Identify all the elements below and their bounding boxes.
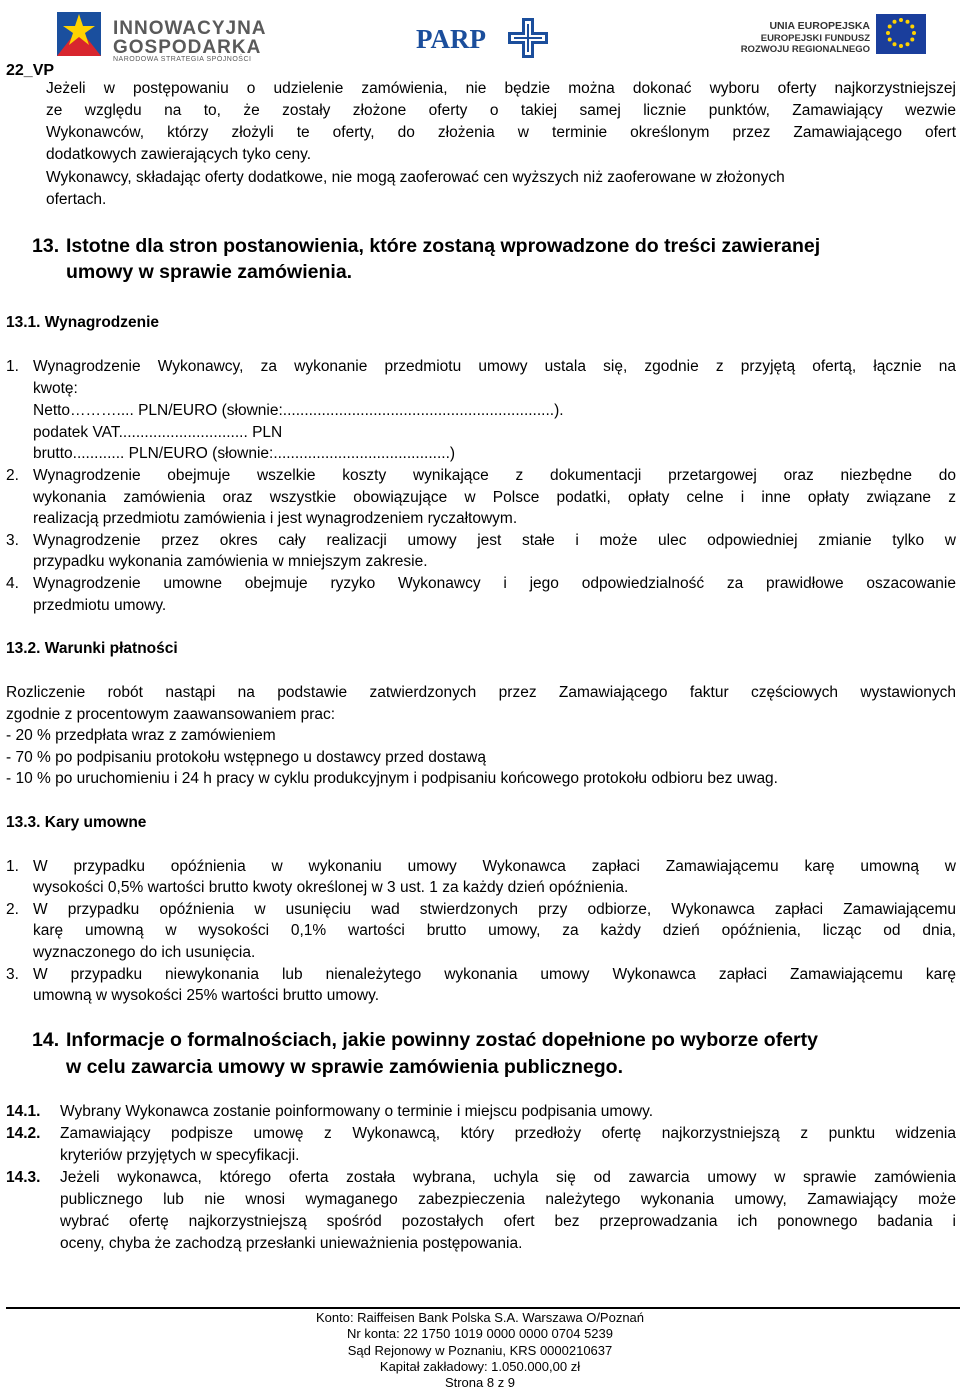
item-13-3-2-number: 2. (6, 901, 19, 918)
item-14-2-line1: Zamawiający podpisze umowę z Wykonawcą, który przedłoży ofertę najkorzystniejszą z punktu widzenia (60, 1125, 956, 1142)
intro-p1-line4: dodatkowych zawierających tyko ceny. (46, 146, 312, 163)
parp-text: PARP (416, 24, 486, 54)
item-14-2-number: 14.2. (6, 1125, 41, 1142)
item-14-3-line3: wybrać ofertę najkorzystniejszą spośród pozostałych ofert bez przeprowadzania ich ponownego badania i (60, 1213, 956, 1230)
intro-p1-line3: Wykonawców, którzy złożyli te oferty, do złożenia w terminie określonym przez Zamawiającego ofert (46, 124, 956, 141)
section-13-title-line1: Istotne dla stron postanowienia, które zostaną wprowadzone do treści zawieranej (66, 235, 821, 257)
section-14-number: 14. (32, 1029, 60, 1051)
intro-p2-line2: ofertach. (46, 191, 107, 208)
item-13-1-3-line2: przypadku wykonania zamówienia w mniejszym zakresie. (33, 553, 428, 570)
item-13-1-2-line3: realizacją przedmiotu zamówienia i jest wynagrodzeniem ryczałtowym. (33, 510, 518, 527)
item-13-3-2-line1: W przypadku opóźnienia w usunięciu wad stwierdzonych przy odbiorze, Wykonawca zapłaci Zamawiającemu (33, 901, 956, 918)
subsection-13-3-title: 13.3. Kary umowne (6, 814, 147, 831)
subsection-13-1-title: 13.1. Wynagrodzenie (6, 314, 160, 331)
item-13-3-2-line2: karę umowną w wysokości 0,1% wartości brutto umowy, za każdy dzień opóźnienia, licząc od dnia, (33, 922, 956, 939)
ig-line2: GOSPODARKA (113, 37, 262, 58)
item-13-1-4-number: 4. (6, 575, 19, 592)
intro-p2-line1: Wykonawcy, składając oferty dodatkowe, nie mogą zaoferować cen wyższych niż zaoferowane w złożonych (46, 169, 785, 186)
item-13-1-1-number: 1. (6, 358, 19, 375)
ue-line1: UNIA EUROPEJSKA (769, 20, 870, 32)
item-13-1-4-line1: Wynagrodzenie umowne obejmuje ryzyko Wykonawcy i jego odpowiedzialność za prawidłowe oszacowanie (33, 575, 956, 592)
item-13-3-3-line2: umowną w wysokości 25% wartości brutto umowy. (33, 987, 380, 1004)
payment-line2: zgodnie z procentowym zaawansowaniem prac: (6, 706, 336, 723)
item-14-3-number: 14.3. (6, 1169, 41, 1186)
item-14-1-number: 14.1. (6, 1103, 41, 1120)
item-13-3-1-number: 1. (6, 858, 19, 875)
item-13-3-2-line3: wyznaczonego do ich usunięcia. (33, 944, 256, 961)
footer-capital: Kapitał zakładowy: 1.050.000,00 zł (379, 1359, 581, 1374)
item-13-1-3-line1: Wynagrodzenie przez okres cały realizacji umowy jest stałe i może ulec odpowiedniej zmianie tylko w (33, 532, 956, 549)
ue-line3: ROZWOJU REGIONALNEGO (740, 44, 870, 55)
item-13-3-3-number: 3. (6, 966, 19, 983)
item-13-1-1-line2: kwotę: (33, 380, 78, 397)
ig-star-icon (55, 8, 103, 60)
intro-p1-line2: ze względu na to, że zostały złożone oferty o takiej samej licznie punktów, Zamawiający wezwie (46, 102, 956, 119)
item-14-3-line4: oceny, chyba że zachodzą przesłanki unieważnienia postępowania. (60, 1235, 523, 1252)
section-13-title-line2: umowy w sprawie zamówienia. (66, 261, 353, 283)
ig-line1: INNOWACYJNA (113, 18, 267, 39)
footer-divider (6, 1307, 960, 1309)
item-13-1-4-line2: przedmiotu umowy. (33, 597, 167, 614)
item-14-2-line2: kryteriów przyjętych w specyfikacji. (60, 1147, 300, 1164)
section-14-title-line2: w celu zawarcia umowy w sprawie zamówienia publicznego. (66, 1056, 623, 1078)
document-code: 22_VP (6, 62, 55, 79)
brutto-line: brutto............ PLN/EURO (słownie:.........................................) (33, 445, 456, 462)
eu-logo (708, 14, 926, 58)
ue-line2: EUROPEJSKI FUNDUSZ (760, 33, 870, 44)
item-13-1-3-number: 3. (6, 532, 19, 549)
innowacyjna-gospodarka-logo (55, 8, 285, 63)
item-13-1-2-line1: Wynagrodzenie obejmuje wszelkie koszty wynikające z dokumentacji przetargowej oraz niezbędne do (33, 467, 956, 484)
item-13-1-2-number: 2. (6, 467, 19, 484)
footer-bank: Konto: Raiffeisen Bank Polska S.A. Warszawa O/Poznań (315, 1310, 645, 1325)
item-13-1-1-line1: Wynagrodzenie Wykonawcy, za wykonanie przedmiotu umowy ustala się, zgodnie z przyjętą ofertą, łącznie na (33, 358, 956, 375)
header-logos (0, 4, 960, 63)
payment-line1: Rozliczenie robót nastąpi na podstawie zatwierdzonych przez Zamawiającego faktur częściowych wystawionych (6, 684, 956, 701)
footer-court: Sąd Rejonowy w Poznaniu, KRS 0000210637 (347, 1343, 613, 1358)
payment-line5: - 10 % po uruchomieniu i 24 h pracy w cyklu produkcyjnym i podpisaniu końcowego protokołu odbioru bez uwag. (6, 770, 778, 787)
item-14-3-line1: Jeżeli wykonawca, którego oferta została wybrana, uchyla się od zawarcia umowy w sprawie zamówienia (60, 1169, 956, 1186)
intro-p1-line1: Jeżeli w postępowaniu o udzielenie zamówienia, nie będzie można dokonać wyboru oferty najkorzystniejszej (46, 80, 956, 97)
parp-logo (416, 16, 566, 56)
eu-flag-icon (876, 14, 926, 54)
page-number: Strona 8 z 9 (444, 1375, 516, 1390)
netto-line: Netto……….... PLN/EURO (słownie:...............................................................). (33, 402, 564, 419)
item-13-3-3-line1: W przypadku niewykonania lub nienależytego wykonania umowy Wykonawca zapłaci Zamawiającemu karę (33, 966, 956, 983)
section-13-number: 13. (32, 235, 60, 257)
item-13-1-2-line2: wykonania zamówienia oraz wszystkie obowiązujące w Polsce podatki, opłaty celne i inne opłaty związane z (33, 489, 956, 506)
item-14-1-line1: Wybrany Wykonawca zostanie poinformowany o terminie i miejscu podpisania umowy. (60, 1103, 653, 1120)
parp-mark-icon (508, 18, 548, 58)
subsection-13-2-title: 13.2. Warunki płatności (6, 640, 178, 657)
payment-line4: - 70 % po podpisaniu protokołu wstępnego u dostawcy przed dostawą (6, 749, 486, 766)
payment-line3: - 20 % przedpłata wraz z zamówieniem (6, 727, 276, 744)
ig-line3: NARODOWA STRATEGIA SPÓJNOŚCI (113, 56, 252, 63)
vat-line: podatek VAT.............................. PLN (33, 424, 283, 441)
footer-account: Nr konta: 22 1750 1019 0000 0000 0704 5239 (346, 1326, 613, 1341)
section-14-title-line1: Informacje o formalnościach, jakie powinny zostać dopełnione po wyborze oferty (66, 1029, 818, 1051)
item-13-3-1-line1: W przypadku opóźnienia w wykonaniu umowy Wykonawca zapłaci Zamawiającemu karę umowną w (33, 858, 956, 875)
item-14-3-line2: publicznego lub nie wnosi wymaganego zabezpieczenia należytego wykonania umowy, Zamawiający może (60, 1191, 956, 1208)
item-13-3-1-line2: wysokości 0,5% wartości brutto kwoty określonej w 3 ust. 1 za każdy dzień opóźnienia. (33, 879, 629, 896)
